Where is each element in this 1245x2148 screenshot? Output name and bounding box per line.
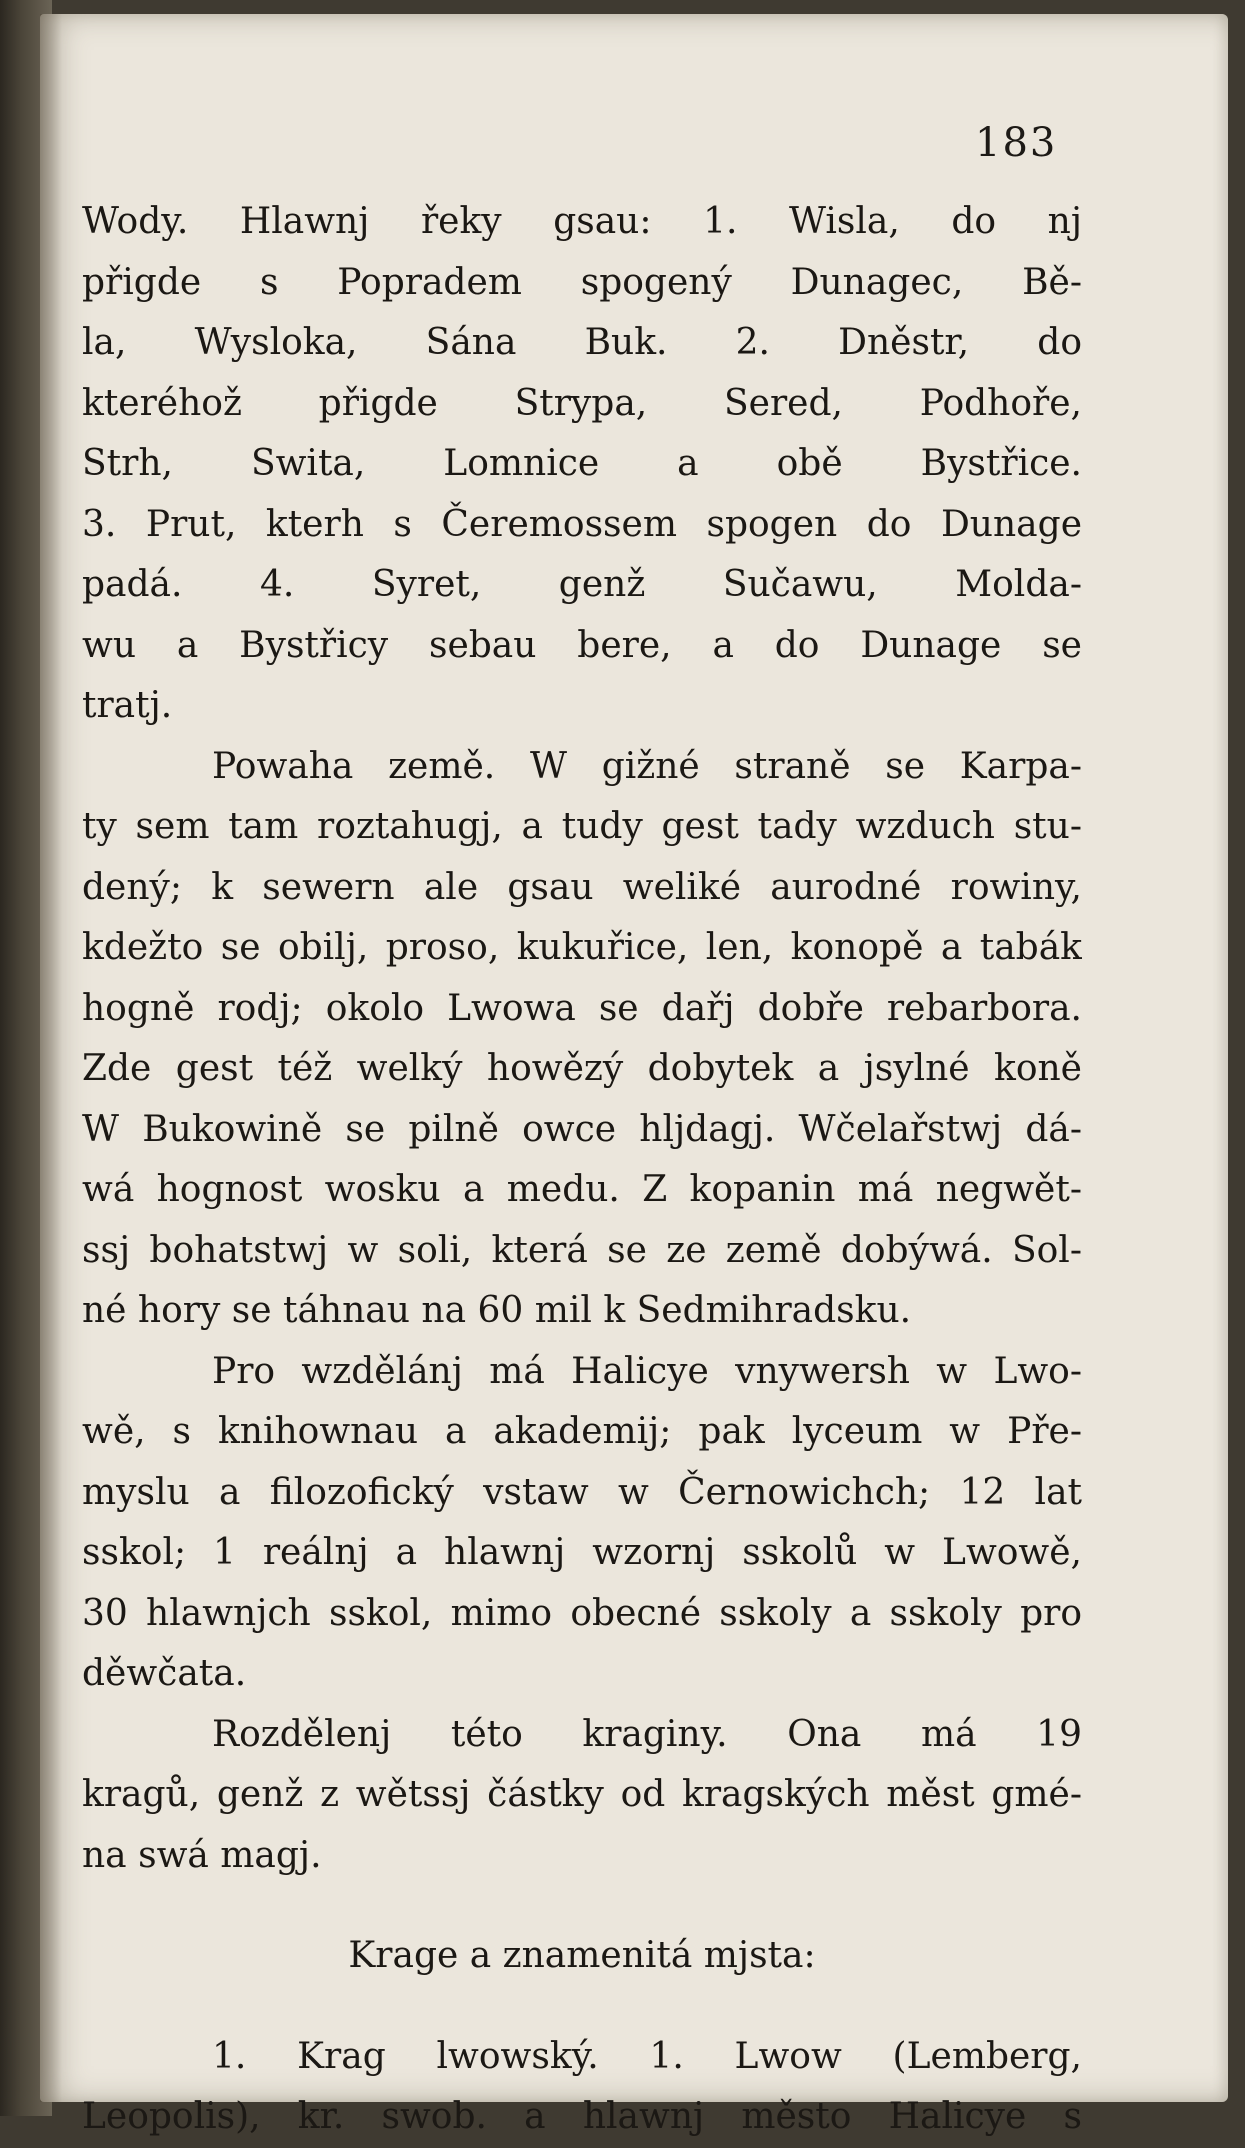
text-line: Zde gest též welký howězý dobytek a jsylné koně	[82, 1048, 1082, 1089]
text-line: Pro wzdělánj má Halicye vnywersh w Lwo-	[212, 1350, 1082, 1392]
text-line: 30 hlawnjch sskol, mimo obecné sskoly a sskoly pro	[82, 1592, 1082, 1634]
text-line: wu a Bystřicy sebau bere, a do Dunage se	[82, 624, 1082, 666]
text-line: Wody. Hlawnj řeky gsau: 1. Wisla, do nj	[82, 201, 1082, 242]
text-line: ty sem tam roztahugj, a tudy gest tady wzduch stu-	[82, 806, 1082, 847]
text-line: ssj bohatstwj w soli, která se ze země dobýwá. Sol-	[82, 1229, 1082, 1271]
text-line: la, Wysloka, Sána Buk. 2. Dněstr, do	[82, 322, 1082, 363]
section-gap	[82, 1987, 1082, 2027]
section-heading: Krage a znamenitá mjsta:	[348, 1935, 816, 1976]
text-line: W Bukowině se pilně owce hljdagj. Wčelařstwj dá-	[82, 1108, 1082, 1150]
text-line: tratj.	[82, 685, 173, 726]
text-line: sskol; 1 reálnj a hlawnj wzornj sskolů w Lwowě,	[82, 1532, 1082, 1573]
text-line: kdežto se obilj, proso, kukuřice, len, konopě a tabák	[82, 927, 1082, 968]
text-line: 3. Prut, kterh s Čeremossem spogen do Dunage	[82, 503, 1082, 545]
page-number: 183	[975, 120, 1058, 166]
text-line: myslu a filozofický vstaw w Černowichch; 12 lat	[82, 1471, 1082, 1513]
text-line: děwčata.	[82, 1653, 247, 1694]
text-line: Rozdělenj této kraginy. Ona má 19	[212, 1713, 1082, 1755]
text-line: hogně rodj; okolo Lwowa se dařj dobře rebarbora.	[82, 987, 1082, 1029]
text-line: přigde s Popradem spogený Dunagec, Bě-	[82, 261, 1082, 303]
text-line: Powaha země. W gižné straně se Karpa-	[212, 745, 1082, 787]
text-line: dený; k sewern ale gsau weliké aurodné rowiny,	[82, 866, 1082, 908]
text-line: na swá magj.	[82, 1834, 322, 1876]
text-line: padá. 4. Syret, genž Sučawu, Molda-	[82, 564, 1082, 605]
section-gap	[82, 1886, 1082, 1926]
page-gutter-shadow	[40, 14, 62, 2102]
text-line: wě, s knihownau a akademij; pak lyceum w Pře-	[82, 1411, 1082, 1452]
text-line: Strh, Swita, Lomnice a obě Bystřice.	[82, 443, 1082, 484]
text-line: Leopolis), kr. swob. a hlawnj město Halicye s	[82, 2096, 1082, 2137]
page-text	[82, 192, 1082, 2148]
text-line: kteréhož přigde Strypa, Sered, Podhoře,	[82, 382, 1082, 424]
text-line: né hory se táhnau na 60 mil k Sedmihradsku.	[82, 1290, 912, 1331]
text-line: 1. Krag lwowský. 1. Lwow (Lemberg,	[212, 2035, 1082, 2077]
text-line: kragů, genž z wětssj částky od kragských měst gmé-	[82, 1774, 1082, 1815]
text-line: wá hognost wosku a medu. Z kopanin má negwět-	[82, 1169, 1082, 1210]
